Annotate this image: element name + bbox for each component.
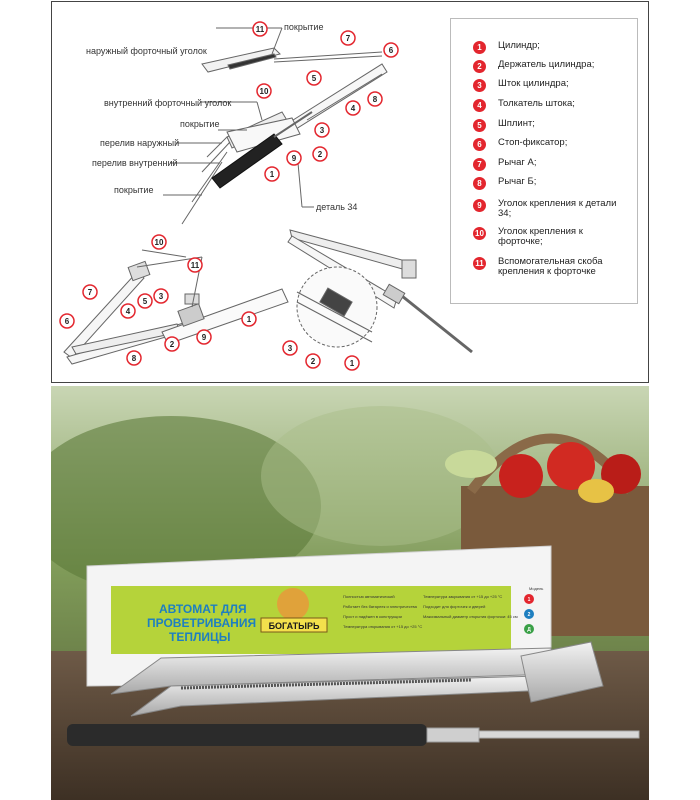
callout-11 [253, 22, 267, 36]
legend-item-6: 6 Стоп-фиксатор; [473, 138, 628, 151]
assembly-diagram [51, 1, 649, 383]
box-feature-1-4: Температура открывания от +15 до +25 °С [343, 624, 423, 629]
svg-text:7: 7 [87, 288, 93, 297]
label-part34: деталь 34 [316, 202, 358, 212]
svg-text:11: 11 [255, 25, 265, 34]
label-coating-bottom: покрытие [114, 185, 154, 195]
outer-window-corner [202, 48, 280, 72]
svg-text:3: 3 [158, 292, 164, 301]
box-model-1: 1 [527, 597, 531, 603]
legend-item-2: 2 Держатель цилиндра; [473, 60, 628, 73]
svg-text:9: 9 [201, 333, 207, 342]
assembly-right [288, 230, 472, 352]
opener-piston-rod [479, 731, 639, 738]
legend-item-5: 5 Шплинт; [473, 119, 628, 132]
svg-text:4: 4 [350, 104, 356, 113]
svg-text:1: 1 [349, 359, 355, 368]
callout-9 [287, 151, 301, 165]
svg-text:3: 3 [319, 126, 325, 135]
callout-5 [307, 71, 321, 85]
label-coating-mid: покрытие [180, 119, 220, 129]
callout-8-left [127, 351, 141, 365]
callout-2-left [165, 337, 179, 351]
callout-11-left [188, 258, 202, 272]
svg-text:5: 5 [311, 74, 317, 83]
svg-text:4: 4 [125, 307, 131, 316]
label-inner-corner: внутренний форточный уголок [104, 98, 232, 108]
label-sill-inner: перелив внутренний [92, 158, 178, 168]
label-outer-corner: наружный форточный уголок [86, 46, 207, 56]
label-coating-top: покрытие [284, 22, 324, 32]
svg-text:6: 6 [64, 317, 70, 326]
callout-6-left [60, 314, 74, 328]
callout-3-left [154, 289, 168, 303]
legend-item-3: 3 Шток цилиндра; [473, 79, 628, 92]
callout-1-right [345, 356, 359, 370]
box-title-line3: ТЕПЛИЦЫ [169, 630, 231, 644]
svg-text:1: 1 [246, 315, 252, 324]
callout-9-left [197, 330, 211, 344]
svg-text:7: 7 [345, 34, 351, 43]
svg-text:2: 2 [310, 357, 316, 366]
callout-2-right [306, 354, 320, 368]
legend-item-7: 7 Рычаг А; [473, 158, 628, 171]
legend-item-4: 4 Толкатель штока; [473, 99, 628, 112]
brand-mascot-icon [277, 588, 309, 620]
box-feature-1-2: Работает без батареек и электричества [343, 604, 417, 609]
callout-7-left [83, 285, 97, 299]
callout-8 [368, 92, 382, 106]
box-feature-1-3: Прост и надёжен в конструкции [343, 614, 402, 619]
svg-text:6: 6 [388, 46, 394, 55]
box-feature-1-1: Полностью автоматический [343, 594, 395, 599]
callout-7 [341, 31, 355, 45]
callout-3-right [283, 341, 297, 355]
lever-a-shape [274, 52, 382, 59]
svg-text:3: 3 [287, 344, 293, 353]
legend-item-9: 9 Уголок крепления к детали 34; [473, 199, 628, 219]
svg-text:8: 8 [372, 95, 378, 104]
box-model-2: 2 [527, 612, 531, 618]
legend-item-10: 10 Уголок крепления к форточке; [473, 227, 628, 247]
svg-text:1: 1 [269, 170, 275, 179]
svg-text:9: 9 [291, 154, 297, 163]
legend-item-8: 8 Рычаг Б; [473, 177, 628, 190]
box-model-label: Модель [529, 586, 544, 591]
product-photo [51, 386, 649, 800]
box-feature-2-1: Температура закрывания от +15 до +25 °С [423, 594, 503, 599]
svg-text:5: 5 [142, 297, 148, 306]
callout-3 [315, 123, 329, 137]
callout-6 [384, 43, 398, 57]
svg-text:2: 2 [317, 150, 323, 159]
box-feature-2-2: Подходит для форточек и дверей [423, 604, 486, 609]
opener-cylinder [67, 724, 427, 746]
callout-5-left [138, 294, 152, 308]
callout-1-left [242, 312, 256, 326]
label-sill-outer: перелив наружный [100, 138, 180, 148]
callout-4-left [121, 304, 135, 318]
box-title-line2: ПРОВЕТРИВАНИЯ [147, 616, 257, 630]
callout-1 [265, 167, 279, 181]
parts-legend [450, 18, 638, 304]
svg-text:10: 10 [259, 87, 269, 96]
svg-text:10: 10 [154, 238, 164, 247]
box-feature-2-3: Максимальный диаметр открытия форточки: 45 см [423, 614, 518, 619]
callout-4 [346, 101, 360, 115]
sill-outer-line [207, 137, 227, 157]
box-brand: БОГАТЫРЬ [268, 621, 320, 631]
box-title-line1: АВТОМАТ ДЛЯ [159, 602, 247, 616]
svg-text:2: 2 [169, 340, 175, 349]
callout-2 [313, 147, 327, 161]
legend-item-1: 1 Цилиндр; [473, 41, 628, 54]
product-photo-drawing [51, 386, 649, 800]
legend-item-11: 11 Вспомогательная скоба крепления к форточке [473, 257, 628, 277]
box-model-d: Д [527, 627, 531, 633]
callout-10 [257, 84, 271, 98]
callout-10-left [152, 235, 166, 249]
svg-text:8: 8 [131, 354, 137, 363]
svg-text:11: 11 [190, 261, 200, 270]
